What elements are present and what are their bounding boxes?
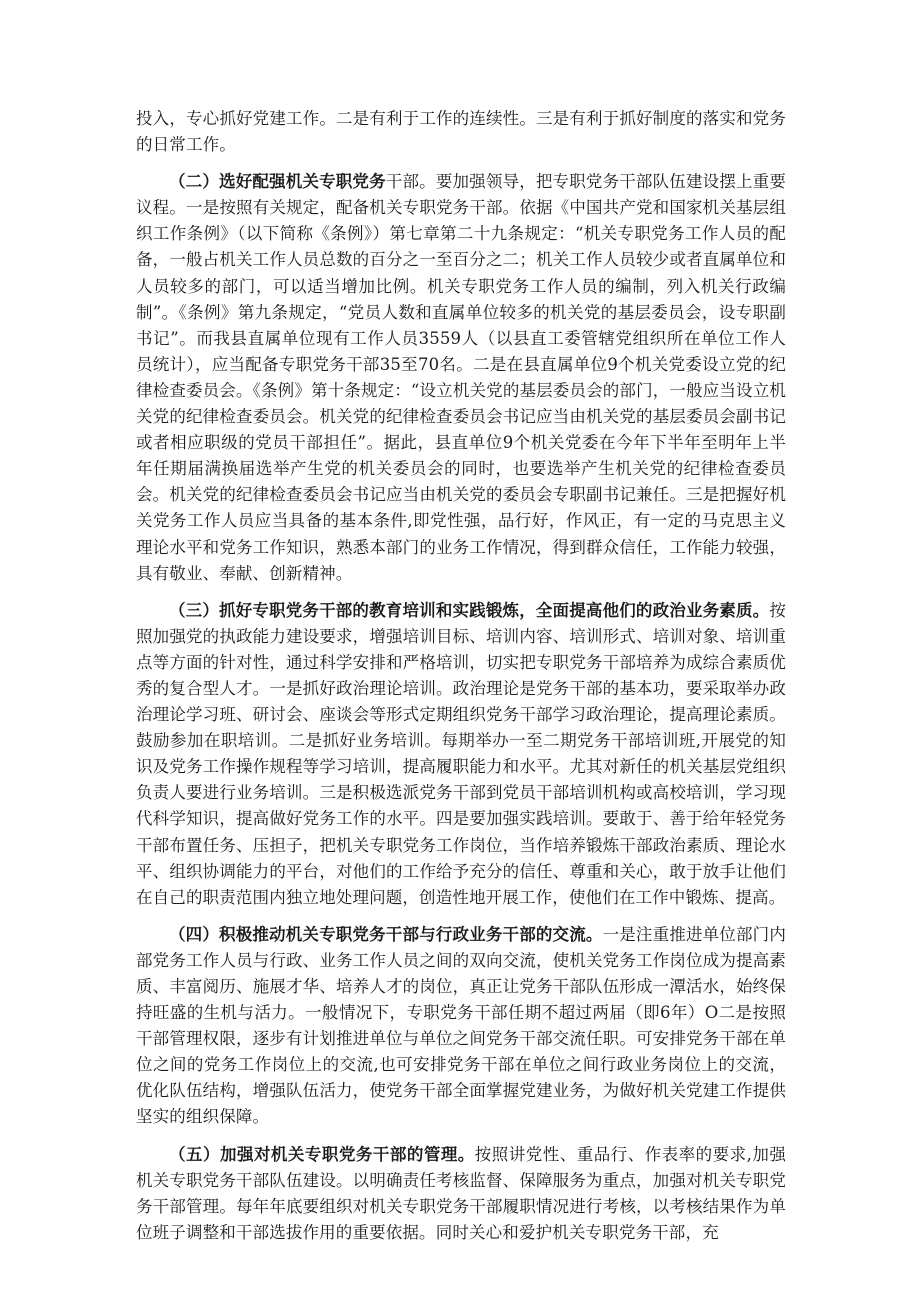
section-3-heading: （三）抓好专职党务干部的教育培训和实践锻炼，全面提高他们的政治业务素质。 — [169, 600, 770, 620]
paragraph-5 — [136, 1142, 786, 1246]
paragraph-3 — [136, 598, 786, 911]
document-page — [136, 106, 786, 1246]
section-2-heading: （二）选好配强机关专职党务 — [169, 172, 386, 192]
paragraph-3-body: 按照加强党的执政能力建设要求，增强培训目标、培训内容、培训形式、培训对象、培训重点等方面的针对性，通过科学安排和严格培训，切实把专职党务干部培养为成综合素质优秀的复合型人才。一是抓好政治理论培训。政治理论是党务干部的基本功，要采取举办政治理论学习班、研讨会、座谈会等形式定期组织党务干部学习政治理论，提高理论素质。鼓励参加在职培训。二是抓好业务培训。每期举办一至二期党务干部培训班,开展党的知识及党务工作操作规程等学习培训，提高履职能力和水平。尤其对新任的机关基层党组织负责人要进行业务培训。三是积极选派党务干部到党员干部培训机构或高校培训，学习现代科学知识，提高做好党务工作的水平。四是要加强实践培训。要敢于、善于给年轻党务干部布置任务、压担子，把机关专职党务工作岗位，当作培养锻炼干部政治素质、理论水平、组织协调能力的平台，对他们的工作给予充分的信任、尊重和关心，敢于放手让他们在自己的职责范围内独立地处理问题，创造性地开展工作，使他们在工作中锻炼、提高。 — [136, 600, 786, 907]
paragraph-2-body: 干部。要加强领导，把专职党务干部队伍建设摆上重要议程。一是按照有关规定，配备机关专职党务干部。依据《中国共产党和国家机关基层组织工作条例》（以下简称《条例》）第七章第二十九条规定：“机关专职党务工作人员的配备，一般占机关工作人员总数的百分之一至百分之二；机关工作人员较少或者直属单位和人员较多的部门，可以适当增加比例。机关专职党务工作人员的编制，列入机关行政编制”。《条例》第九条规定，“党员人数和直属单位较多的机关党的基层委员会，设专职副书记”。而我县直属单位现有工作人员3559人（以县直工委管辖党组织所在单位工作人员统计），应当配备专职党务干部35至70名。二是在县直属单位9个机关党委设立党的纪律检查委员会。《条例》第十条规定：“设立机关党的基层委员会的部门，一般应当设立机关党的纪律检查委员会。机关党的纪律检查委员会书记应当由机关党的基层委员会副书记或者相应职级的党员干部担任”。据此，县直单位9个机关党委在今年下半年至明年上半年任期届满换届选举产生党的机关委员会的同时，也要选举产生机关党的纪律检查委员会。机关党的纪律检查委员会书记应当由机关党的委员会专职副书记兼任。三是把握好机关党务工作人员应当具备的基本条件,即党性强，品行好，作风正，有一定的马克思主义理论水平和党务工作知识，熟悉本部门的业务工作情况，得到群众信任，工作能力较强，具有敬业、奉献、创新精神。 — [136, 172, 786, 583]
paragraph-1-body: 投入，专心抓好党建工作。二是有利于工作的连续性。三是有利于抓好制度的落实和党务的日常工作。 — [136, 109, 786, 155]
paragraph-4 — [136, 922, 786, 1131]
section-5-heading: （五）加强对机关专职党务干部的管理。 — [169, 1144, 475, 1164]
paragraph-4-body: 一是注重推进单位部门内部党务工作人员与行政、业务工作人员之间的双向交流，使机关党务工作岗位成为提高素质、丰富阅历、施展才华、培养人才的岗位，真正让党务干部队伍形成一潭活水，始终保持旺盛的生机与活力。一般情况下，专职党务干部任期不超过两届（即6年）O二是按照干部管理权限，逐步有计划推进单位与单位之间党务干部交流任职。可安排党务干部在单位之间的党务工作岗位上的交流,也可安排党务干部在单位之间行政业务岗位上的交流，优化队伍结构，增强队伍活力，使党务干部全面掌握党建业务，为做好机关党建工作提供坚实的组织保障。 — [136, 924, 786, 1127]
section-4-heading: （四）积极推动机关专职党务干部与行政业务干部的交流。 — [169, 924, 603, 944]
paragraph-5-body: 按照讲党性、重品行、作表率的要求,加强机关专职党务干部队伍建设。以明确责任考核监督、保障服务为重点，加强对机关专职党务干部管理。每年年底要组织对机关专职党务干部履职情况进行考核，以考核结果作为单位班子调整和干部选拔作用的重要依据。同时关心和爱护机关专职党务干部，充 — [136, 1144, 786, 1242]
paragraph-2 — [136, 169, 786, 587]
paragraph-1 — [136, 106, 786, 158]
